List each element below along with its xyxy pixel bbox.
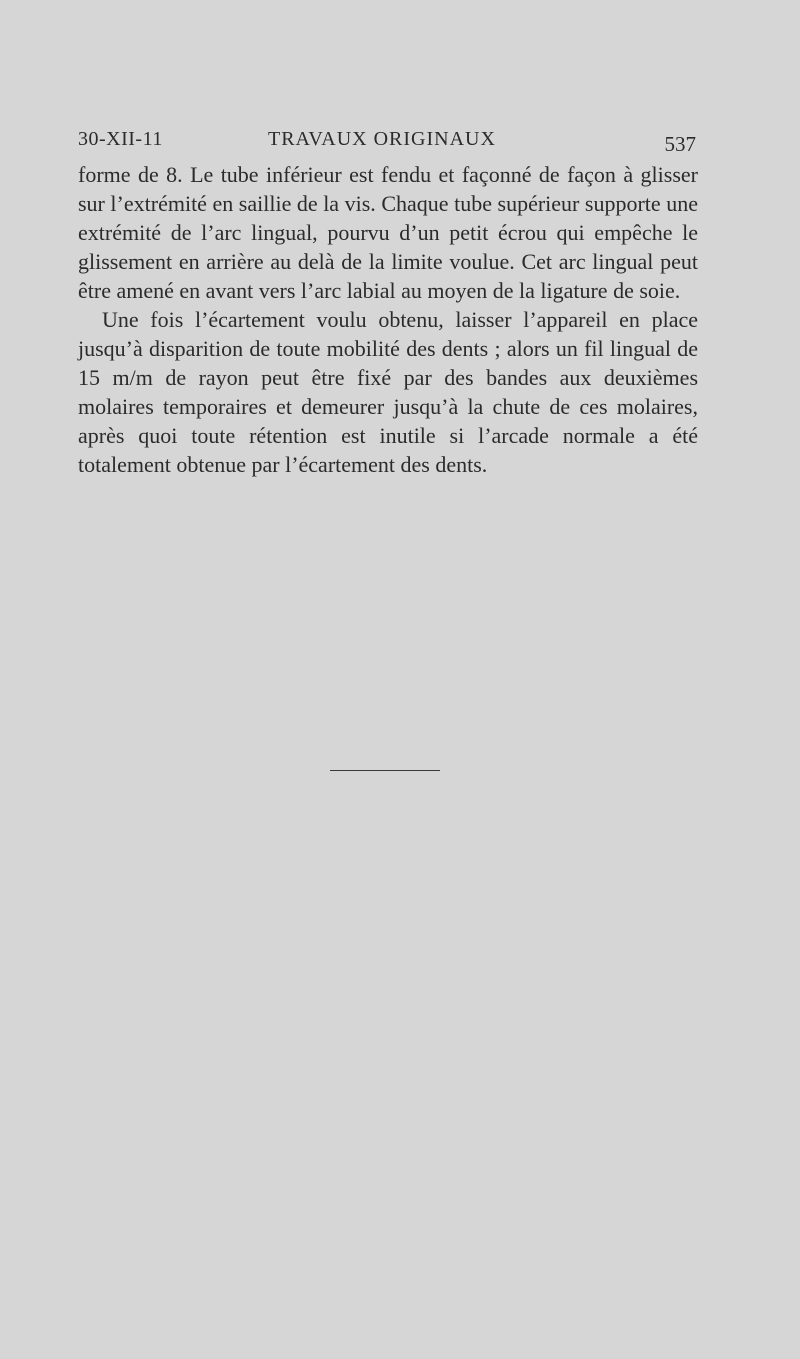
header-date: 30-XII-11 [78, 128, 163, 150]
paragraph-continuation: forme de 8. Le tube inférieur est fendu et façonné de façon à glisser sur l’extrémité en saillie de la vis. Chaque tube supérieur supporte une extrémité de l’arc lingual, pourvu d’un petit écrou qui empêche le glissement en arrière au delà de la limite voulue. Cet arc lingual peut être amené en avant vers l’arc labial au moyen de la ligature de soie. [78, 162, 698, 303]
paragraph: Une fois l’écartement voulu obtenu, laisser l’appareil en place jusqu’à disparition de toute mobilité des dents ; alors un fil lingual de 15 m/m de rayon peut être fixé par des bandes aux deuxièmes molaires temporaires et demeurer jusqu’à la chute de ces molaires, après quoi toute rétention est inutile si l’arcade normale a été totalement obtenue par l’écartement des dents. [78, 307, 698, 477]
page-number: 537 [664, 132, 696, 156]
section-end-rule [330, 770, 440, 771]
running-header [78, 126, 698, 160]
header-section-title: TRAVAUX ORIGINAUX [268, 128, 496, 150]
body-text [78, 160, 698, 479]
